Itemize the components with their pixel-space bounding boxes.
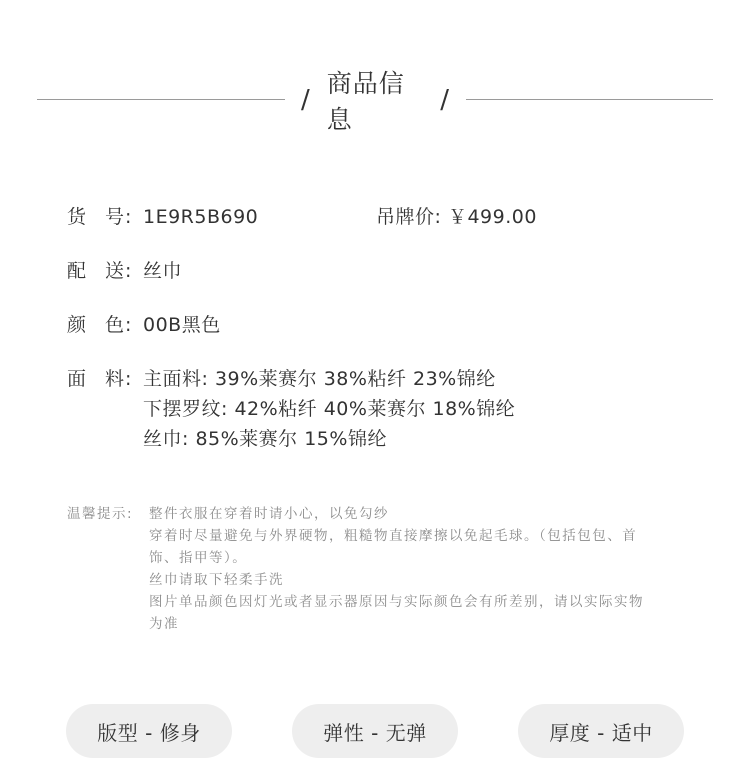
tip-line: 整件衣服在穿着时请小心，以免勾纱: [149, 506, 389, 522]
tip-line: 穿着时尽量避免与外界硬物，粗糙物直接摩擦以免起毛球。（包括包包、首: [149, 528, 638, 544]
fabric-main: 主面料: 39%莱赛尔 38%粘纤 23%锦纶: [143, 368, 496, 390]
elasticity-tag: 弹性 - 无弹: [292, 704, 458, 758]
sku-value: 1E9R5B690: [143, 206, 259, 228]
fabric-scarf: 丝巾: 85%莱赛尔 15%锦纶: [143, 428, 387, 450]
header-divider-left: [37, 99, 285, 100]
delivery-value: 丝巾: [143, 260, 183, 282]
price-label: 吊牌价:: [376, 206, 442, 228]
color-value: 00B黑色: [143, 314, 221, 336]
tip-line: 为准: [149, 616, 179, 632]
tip-line: 图片单品颜色因灯光或者显示器原因与实际颜色会有所差别，请以实际实物: [149, 594, 644, 610]
tip-line: 丝巾请取下轻柔手洗: [149, 572, 284, 588]
section-header: [0, 69, 750, 134]
tips-list: [149, 503, 677, 635]
price-tag: [376, 202, 537, 232]
thickness-tag: 厚度 - 适中: [518, 704, 684, 758]
header-slash-right: /: [440, 85, 450, 115]
fit-tag: 版型 - 修身: [66, 704, 232, 758]
tips-label: 温馨提示:: [67, 506, 134, 522]
header-slash-left: /: [301, 85, 311, 115]
fabric-hem: 下摆罗纹: 42%粘纤 40%莱赛尔 18%锦纶: [143, 398, 516, 420]
attribute-tags: [0, 704, 750, 760]
price-value: ￥499.00: [447, 206, 537, 228]
tip-line: 饰、指甲等）。: [149, 550, 248, 566]
header-divider-right: [466, 99, 713, 100]
section-title: 商品信息: [326, 69, 405, 134]
header-title-wrap: [285, 69, 466, 134]
